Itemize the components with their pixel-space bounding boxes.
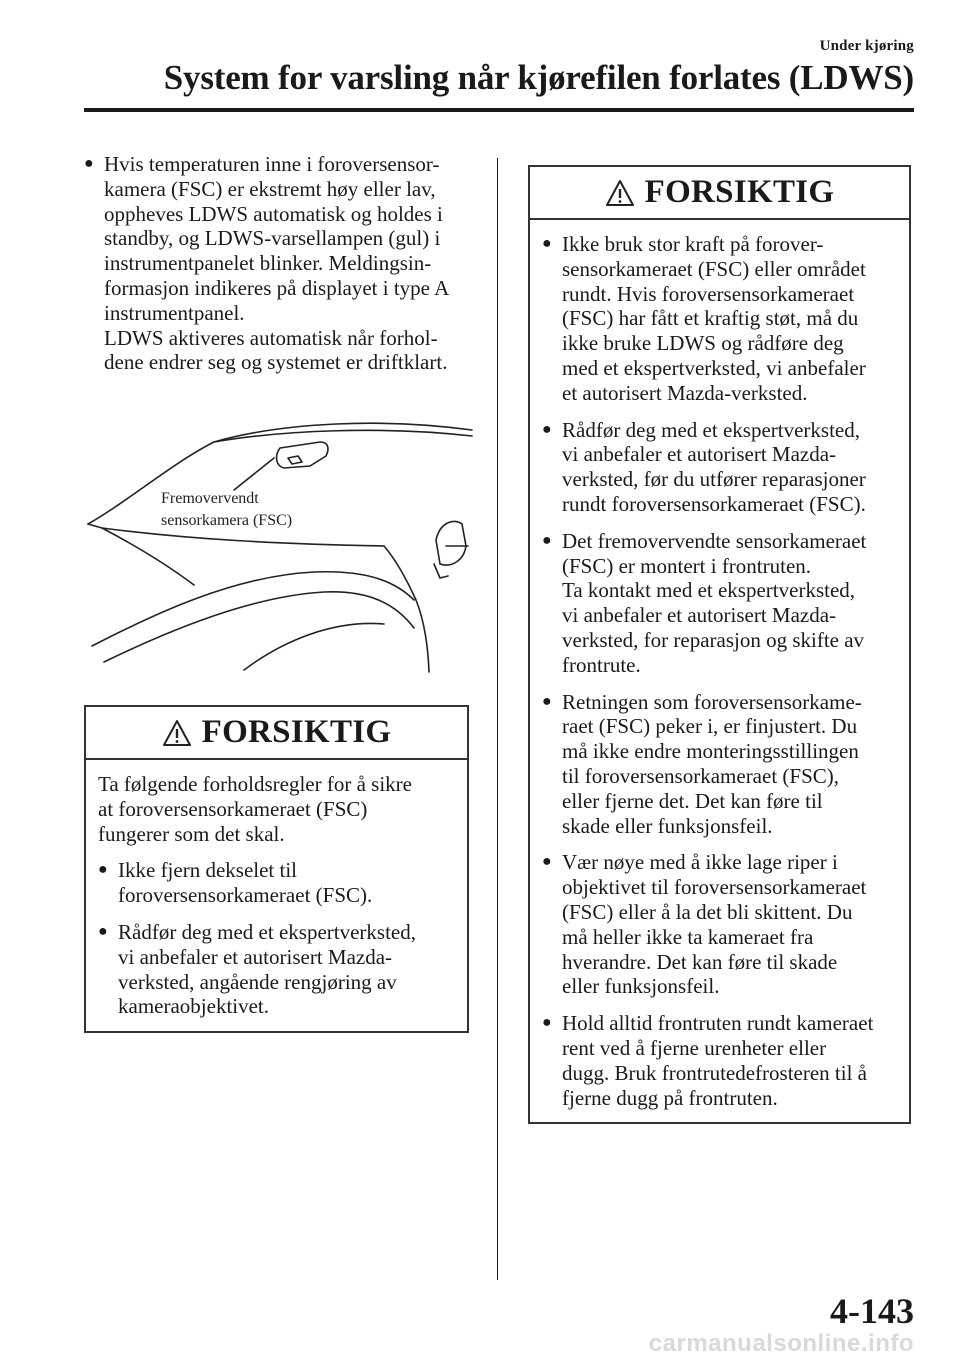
bullet-dot-icon: ● — [542, 531, 552, 549]
left-column — [84, 152, 476, 375]
bullet-dot-icon: ● — [542, 235, 552, 252]
bullet-dot-icon: ● — [542, 1014, 552, 1032]
bullet-line: standby, og LDWS-varsellampen (gul) i — [104, 226, 441, 251]
caution-intro: Ta følgende forholdsregler for å sikre at foroversensorkameraet (FSC) fungerer som det skal. — [98, 772, 412, 846]
caution-bullet: ● Vær nøye med å ikke lage riper i objektivet til foroversensorkameraet (FSC) eller å la det bli skittent. Du må heller ikke ta kameraet fra hverandre. Det kan føre til skade eller funksjonsfeil. — [542, 850, 867, 999]
caution-bullet: ● Rådfør deg med et ekspertverksted, vi anbefaler et autorisert Mazda- verksted, før du utfører reparasjoner rundt foroversensorkameraet (FSC). — [542, 417, 866, 516]
bullet-line: instrumentpanel. — [104, 300, 245, 325]
bullet-dot-icon: ● — [542, 692, 552, 710]
caution-bullet: ● Ikke fjern dekselet til foroversensorkameraet (FSC). — [98, 858, 373, 908]
warning-icon — [605, 178, 635, 208]
bullet-line: dene endrer seg og systemet er driftklart. — [104, 350, 448, 375]
left-caution-box — [84, 705, 469, 1033]
caution-body — [86, 760, 467, 1031]
caution-title: FORSIKTIG — [201, 714, 392, 750]
caution-body — [530, 220, 909, 1122]
watermark: carmanualsonline.info — [648, 1330, 914, 1357]
warning-icon — [162, 718, 192, 748]
car-front-drawing — [84, 400, 476, 675]
bullet-line: kamera (FSC) er ekstremt høy eller lav, — [104, 176, 436, 201]
caution-bullet: ● Rådfør deg med et ekspertverksted, vi anbefaler et autorisert Mazda- verksted, angående rengjøring av kameraobjektivet. — [98, 919, 416, 1019]
bullet-dot-icon: ● — [542, 853, 552, 871]
caution-header — [530, 167, 909, 220]
bullet-dot-icon: ● — [98, 922, 108, 940]
bullet-dot-icon: ● — [542, 420, 552, 438]
column-divider — [497, 158, 498, 1280]
caution-bullet: ● Ikke bruk stor kraft på forover- sensorkameraet (FSC) eller området rundt. Hvis foroversensorkameraet (FSC) har fått et kraftig støt, må du ikke bruke LDWS og rådføre deg med et ekspertverksted, vi anbefaler et autorisert Mazda-verksted. — [542, 232, 866, 405]
caution-bullet: ● Retningen som foroversensorkame- raet (FSC) peker i, er finjustert. Du må ikke endre monteringsstillingen til foroversensorkameraet (FSC), eller fjerne det. Det kan føre til skade eller funksjonsfeil. — [542, 689, 862, 838]
page-number: 4-143 — [830, 1291, 914, 1331]
header-rule — [84, 108, 914, 112]
bullet-line: LDWS aktiveres automatisk når forhol- — [104, 325, 438, 350]
windshield-camera-illustration — [84, 400, 476, 675]
bullet-line: instrumentpanelet blinker. Meldingsin- — [104, 251, 432, 276]
caution-header — [86, 707, 467, 760]
section-label: Under kjøring — [819, 38, 914, 54]
bullet-line: oppheves LDWS automatisk og holdes i — [104, 201, 443, 226]
chapter-title: System for varsling når kjørefilen forlates (LDWS) — [163, 58, 914, 97]
bullet-dot-icon: ● — [98, 861, 108, 879]
illustration-label: Fremovervendt sensorkamera (FSC) — [161, 490, 293, 529]
bullet-dot-icon: ● — [84, 155, 94, 172]
caution-bullet: ● Det fremovervendte sensorkameraet (FSC) er montert i frontruten. Ta kontakt med et ekspertverksted, vi anbefaler et autorisert Mazda- verksted, for reparasjon og skifte av frontrute. — [542, 528, 867, 677]
bullet-line: Hvis temperaturen inne i foroversensor- — [104, 152, 440, 176]
right-caution-box — [528, 165, 911, 1124]
caution-title: FORSIKTIG — [644, 174, 835, 210]
bullet-item — [84, 152, 476, 375]
bullet-line: formasjon indikeres på displayet i type A — [104, 275, 450, 300]
caution-bullet: ● Hold alltid frontruten rundt kameraet rent ved å fjerne urenheter eller dugg. Bruk frontrutedefrosteren til å fjerne dugg på frontruten. — [542, 1011, 874, 1110]
